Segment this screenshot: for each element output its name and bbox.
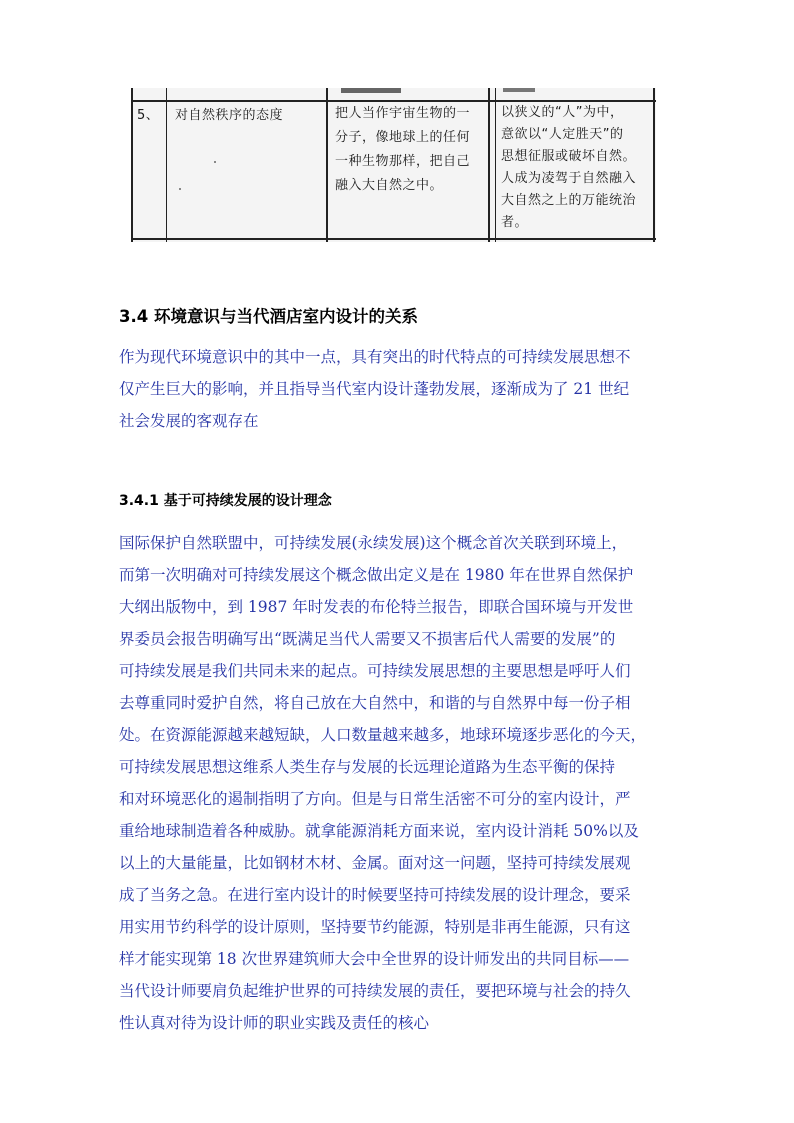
- paragraph-line: 样才能实现第 18 次世界建筑师大会中全世界的设计师发出的共同目标——: [119, 950, 630, 968]
- scan-speck: [179, 188, 181, 190]
- table-bottom-rule: [131, 238, 656, 240]
- table-col-b-line: 意欲以“人定胜天”的: [501, 127, 624, 142]
- table-col-divider: [495, 88, 496, 242]
- paragraph-line: 可持续发展思想这维系人类生存与发展的长远理论道路为生态平衡的保持: [119, 758, 616, 776]
- paragraph-line: 大纲出版物中，到 1987 年时发表的布伦特兰报告，即联合国环境与开发世: [119, 598, 634, 616]
- table-cutoff-text-fragment: [503, 88, 535, 92]
- paragraph-line: 国际保护自然联盟中，可持续发展(永续发展)这个概念首次关联到环境上，: [119, 534, 628, 552]
- section-heading: 3.4 环境意识与当代酒店室内设计的关系: [119, 307, 418, 326]
- table-cutoff-text-fragment: [341, 88, 401, 93]
- table-right-border: [653, 88, 655, 242]
- paragraph-line: 以上的大量能量，比如钢材木材、金属。面对这一问题，坚持可持续发展观: [119, 854, 631, 872]
- paragraph-line: 性认真对待为设计师的职业实践及责任的核心: [119, 1014, 430, 1032]
- paragraph-line: 而第一次明确对可持续发展这个概念做出定义是在 1980 年在世界自然保护: [119, 566, 634, 584]
- table-col-b-line: 以狭义的“人”为中，: [501, 105, 624, 120]
- paragraph-line: 界委员会报告明确写出“既满足当代人需要又不损害后代人需要的发展”的: [119, 630, 616, 648]
- paragraph-line: 仅产生巨大的影响，并且指导当代室内设计蓬勃发展，逐渐成为了 21 世纪: [119, 380, 630, 398]
- scan-speck: [214, 161, 216, 163]
- scanned-table-fragment: [131, 88, 656, 242]
- table-col-divider: [166, 88, 167, 242]
- paragraph-line: 去尊重同时爱护自然，将自己放在大自然中，和谐的与自然界中每一份子相: [119, 694, 631, 712]
- table-col-a-line: 分子，像地球上的任何: [335, 130, 471, 145]
- table-col-b-cell: [501, 102, 636, 234]
- paragraph-line: 重给地球制造着各种威胁。就拿能源消耗方面来说，室内设计消耗 50%以及: [119, 822, 639, 840]
- table-left-border: [131, 88, 133, 242]
- table-col-b-line: 思想征服或破坏自然。: [501, 149, 637, 164]
- table-aspect-cell: 对自然秩序的态度: [175, 108, 284, 123]
- paragraph-line: 成了当务之急。在进行室内设计的时候要坚持可持续发展的设计理念，要采: [119, 886, 631, 904]
- table-col-a-line: 融入大自然之中。: [335, 178, 444, 193]
- paragraph-line: 作为现代环境意识中的其中一点，具有突出的时代特点的可持续发展思想不: [119, 348, 631, 366]
- table-col-divider: [326, 88, 328, 242]
- section-intro-paragraph: [119, 341, 679, 437]
- table-col-a-line: 一种生物那样，把自己: [335, 154, 471, 169]
- table-col-divider: [488, 88, 490, 242]
- table-col-b-line: 人成为凌驾于自然融入: [501, 171, 637, 186]
- paragraph-line: 社会发展的客观存在: [119, 412, 259, 430]
- subsection-heading: 3.4.1 基于可持续发展的设计理念: [119, 493, 332, 509]
- subsection-body-paragraph: [119, 527, 679, 1039]
- table-row-number: 5、: [137, 108, 160, 123]
- table-col-a-line: 把人当作宇宙生物的一: [335, 106, 471, 121]
- paragraph-line: 可持续发展是我们共同未来的起点。可持续发展思想的主要思想是呼吁人们: [119, 662, 631, 680]
- paragraph-line: 用实用节约科学的设计原则，坚持要节约能源，特别是非再生能源，只有这: [119, 918, 631, 936]
- paragraph-line: 和对环境恶化的遏制指明了方向。但是与日常生活密不可分的室内设计，严: [119, 790, 631, 808]
- table-col-a-cell: [335, 102, 470, 198]
- paragraph-line: 处。在资源能源越来越短缺，人口数量越来越多，地球环境逐步恶化的今天，: [119, 726, 647, 744]
- paragraph-line: 当代设计师要肩负起维护世界的可持续发展的责任，要把环境与社会的持久: [119, 982, 631, 1000]
- table-col-b-line: 者。: [501, 215, 529, 230]
- table-col-b-line: 大自然之上的万能统治: [501, 193, 637, 208]
